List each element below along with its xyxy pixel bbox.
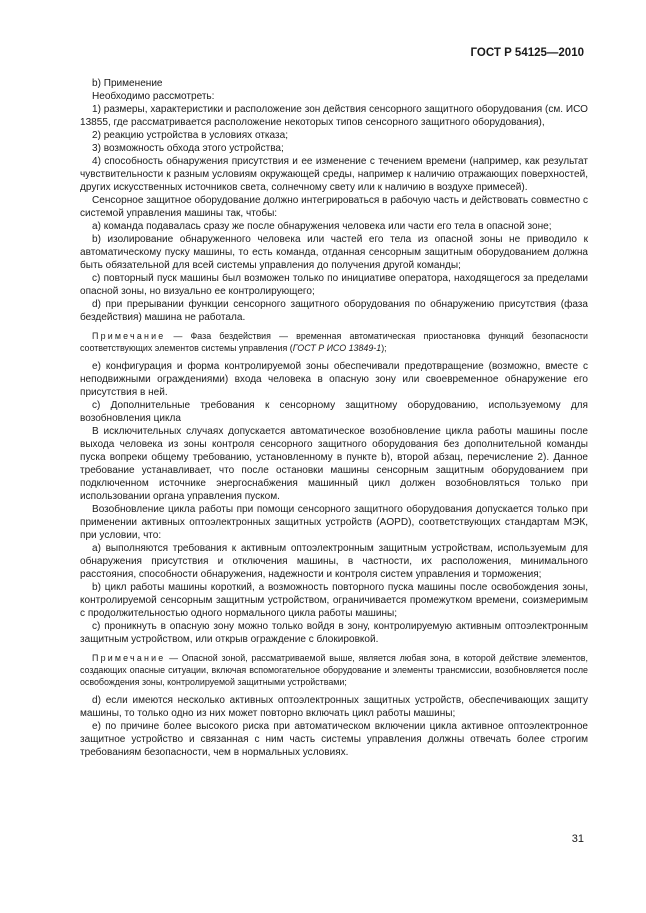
paragraph: d) если имеются несколько активных оптоэлектронных защитных устройств, обеспечивающих защиту машины, то только одно из них может повторно включать цикл работы машины; [80, 695, 588, 719]
paragraph: e) конфигурация и форма контролируемой зоны обеспечивали предотвращение (возможно, вместе с неподвижными ограждениями) входа человека в опасную зону или своевременное обнаружение его присутствия в ней. [80, 361, 588, 398]
paragraph: Возобновление цикла работы при помощи сенсорного защитного оборудования допускается только при применении активных оптоэлектронных защитных устройств (AOPD), соответствующих стандартам МЭК, при условии, что: [80, 504, 588, 541]
paragraph: Необходимо рассмотреть: [92, 91, 215, 102]
paragraph: а) выполняются требования к активным оптоэлектронным защитным устройствам, используемым для обнаружения присутствия и отключения машины, в частности, их расположения, минимального расстояния, способности обнаружения, надежности и контроля систем управления и торможения; [80, 543, 588, 580]
document-code: ГОСТ Р 54125—2010 [470, 47, 584, 59]
note [80, 330, 588, 354]
note-text: — Опасной зоной, рассматриваемой выше, является любая зона, в которой действие элементов, создающих опасные ситуации, включая вспомогательное оборудование и элементы трансмиссии, возобновляется после освобождения зоны, контролируемой защитными устройствами; [80, 653, 588, 687]
paragraph: c) Дополнительные требования к сенсорному защитному оборудованию, используемому для возобновления цикла [80, 400, 588, 424]
paragraph: Сенсорное защитное оборудование должно интегрироваться в рабочую часть и действовать совместно с системой управления машины так, чтобы: [80, 195, 588, 219]
paragraph: c) повторный пуск машины был возможен только по инициативе оператора, находящегося за пределами опасной зоны, но визуально ее контролирующего; [80, 273, 588, 297]
paragraph: d) при прерывании функции сенсорного защитного оборудования по обнаружению присутствия (фаза бездействия) машина не работала. [80, 299, 588, 323]
paragraph: В исключительных случаях допускается автоматическое возобновление цикла работы машины после выхода человека из зоны контроля сенсорного защитного оборудования без дополнительной команды пуска вопреки общему требованию, установленному в пункте b), второй абзац, перечисление 2). Данное требование устанавливает, что после остановки машины сенсорным защитным оборудованием при подключенном источнике энергоснабжения машинный цикл должен возобновляться только при использовании органа управления пуском. [80, 426, 588, 502]
paragraph: 1) размеры, характеристики и расположение зон действия сенсорного защитного оборудования (см. ИСО 13855, где рассматривается расположение некоторых типов сенсорного защитного оборудования), [80, 104, 588, 128]
note-label: Примечание [92, 653, 166, 663]
note-text: — Фаза бездействия — временная автоматическая приостановка функций безопасности соответствующих элементов системы управления ( [80, 331, 588, 353]
paragraph: b) цикл работы машины короткий, а возможность повторного пуска машины после освобождения зоны, контролируемой сенсорным защитным устройством, ограничивается промежутком времени, соизмеримым с продолжительностью одного нормального цикла работы машины; [80, 582, 588, 619]
paragraph: 3) возможность обхода этого устройства; [92, 143, 284, 154]
page-content [80, 77, 588, 759]
note-label: Примечание [92, 331, 166, 341]
note [80, 652, 588, 688]
paragraph: 4) способность обнаружения присутствия и ее изменение с течением времени (например, как результат чувствительности к разным условиям окружающей среды, например к наличию отражающих поверхностей, других искусственных источников света, солнечному свету или к наличию в воздухе примесей). [80, 156, 588, 193]
note-tail: ); [381, 343, 387, 353]
paragraph: e) по причине более высокого риска при автоматическом включении цикла активное оптоэлектронное защитное устройство и связанная с ним часть системы управления должны отвечать более строгим требованиям безопасности, чем в нормальных условиях. [80, 721, 588, 758]
page-number: 31 [571, 833, 584, 845]
paragraph: c) проникнуть в опасную зону можно только войдя в зону, контролируемую активным оптоэлектронным защитным устройством, или открыв ограждение с блокировкой. [80, 621, 588, 645]
paragraph: b) изолирование обнаруженного человека или частей его тела из опасной зоны не приводило к автоматическому пуску машины, то есть команда, отданная сенсорным защитным оборудованием должна быть обязательной для всей системы управления до получения другой команды; [80, 234, 588, 271]
note-reference: ГОСТ Р ИСО 13849-1 [292, 343, 382, 353]
paragraph: 2) реакцию устройства в условиях отказа; [92, 130, 289, 141]
paragraph: b) Применение [92, 78, 163, 89]
paragraph: а) команда подавалась сразу же после обнаружения человека или части его тела в опасной зоне; [92, 221, 552, 232]
